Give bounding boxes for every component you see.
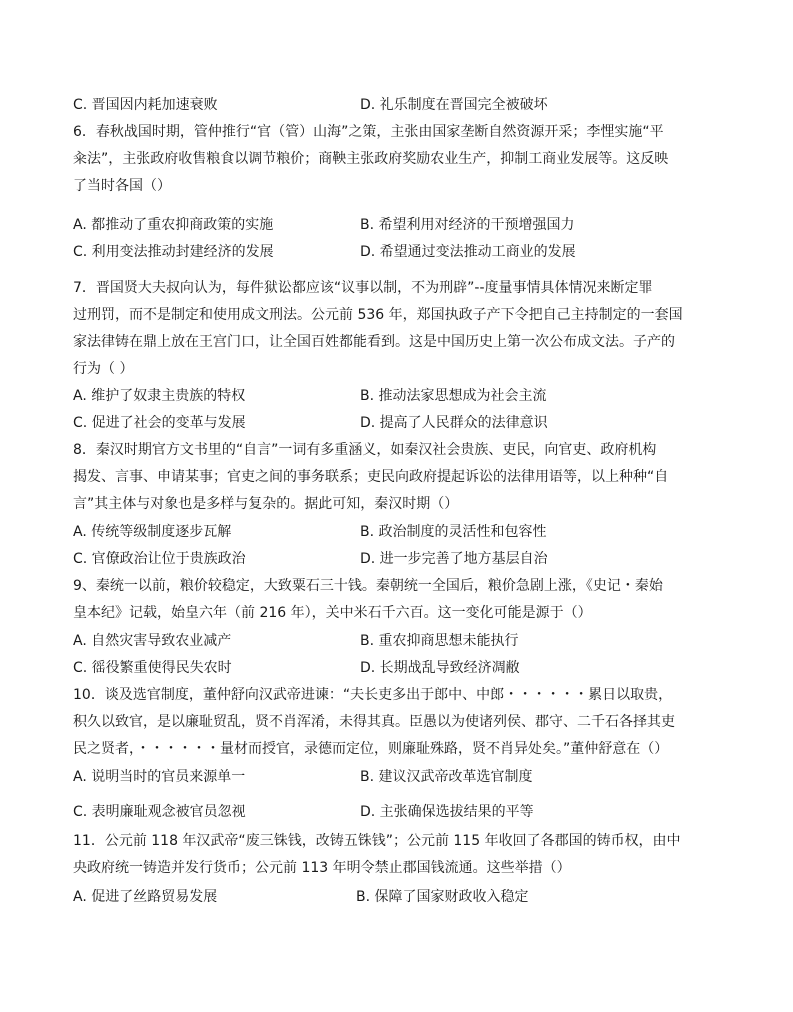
q10-stem-line-3: 民之贤者，・・・・・・量材而授官，录德而定位，则廉耻殊路，贤不肖异处矣。”董仲舒意在（） (73, 741, 669, 757)
q9-option-a: A. 自然灾害导致农业减产 (73, 633, 232, 649)
q7-stem-line-1: 7．晋国贤大夫叔向认为，每件狱讼都应该“议事以制，不为刑辟”--度量事情具体情况来断定罪 (73, 280, 653, 296)
q9-option-b: B. 重农抑商思想未能执行 (360, 633, 519, 649)
q7-stem-line-3: 家法律铸在鼎上放在王宫门口，让全国百姓都能看到。这是中国历史上第一次公布成文法。子产的 (73, 334, 675, 350)
q7-stem-line-4: 行为（ ） (73, 361, 134, 377)
q5-option-c: C. 晋国因内耗加速衰败 (73, 97, 218, 113)
q7-stem-line-2: 过刑罚，而不是制定和使用成文刑法。公元前 536 年，郑国执政子产下令把自己主持制定的一套国 (73, 307, 683, 323)
q8-stem-line-1: 8．秦汉时期官方文书里的“自言”一词有多重涵义，如秦汉社会贵族、吏民，向官吏、政府机构 (73, 442, 657, 458)
q8-option-d: D. 进一步完善了地方基层自治 (360, 551, 548, 567)
q10-option-b: B. 建议汉武帝改革选官制度 (360, 769, 533, 785)
q6-option-b: B. 希望利用对经济的干预增强国力 (360, 217, 575, 233)
q8-stem-line-2: 揭发、言事、申请某事；官吏之间的事务联系；吏民向政府提起诉讼的法律用语等，以上种种“自 (73, 469, 669, 485)
q10-option-d: D. 主张确保选拔结果的平等 (360, 804, 534, 820)
q11-stem-line-1: 11．公元前 118 年汉武帝“废三铢钱，改铸五铢钱”；公元前 115 年收回了各郡国的铸币权，由中 (73, 833, 681, 849)
q6-option-a: A. 都推动了重农抑商政策的实施 (73, 217, 274, 233)
q7-option-c: C. 促进了社会的变革与发展 (73, 415, 246, 431)
q10-option-c: C. 表明廉耻观念被官员忽视 (73, 804, 246, 820)
q7-option-a: A. 维护了奴隶主贵族的特权 (73, 388, 246, 404)
q7-option-d: D. 提高了人民群众的法律意识 (360, 415, 548, 431)
q11-stem-line-2: 央政府统一铸造并发行货币；公元前 113 年明令禁止郡国钱流通。这些举措（） (73, 860, 571, 876)
q6-stem-line-1: 6．春秋战国时期，管仲推行“官（管）山海”之策，主张由国家垄断自然资源开采；李悝实施“平 (73, 124, 664, 140)
q11-option-a: A. 促进了丝路贸易发展 (73, 889, 218, 905)
q10-stem-line-2: 积久以致官，是以廉耻贸乱，贤不肖浑淆，未得其真。臣愚以为使诸列侯、郡守、二千石各择其吏 (73, 714, 675, 730)
q7-option-b: B. 推动法家思想成为社会主流 (360, 388, 547, 404)
q10-option-a: A. 说明当时的官员来源单一 (73, 769, 246, 785)
q8-option-b: B. 政治制度的灵活性和包容性 (360, 524, 547, 540)
q6-stem-line-3: 了当时各国（） (73, 178, 171, 194)
q8-stem-line-3: 言”其主体与对象也是多样与复杂的。据此可知，秦汉时期（） (73, 496, 459, 512)
q9-stem-line-2: 皇本纪》记载，始皇六年（前 216 年），关中米石千六百。这一变化可能是源于（） (73, 605, 592, 621)
q11-option-b: B. 保障了国家财政收入稳定 (356, 889, 529, 905)
q6-option-c: C. 利用变法推动封建经济的发展 (73, 244, 274, 260)
q9-option-c: C. 徭役繁重使得民失农时 (73, 660, 232, 676)
q9-stem-line-1: 9、秦统一以前，粮价较稳定，大致粟石三十钱。秦朝统一全国后，粮价急剧上涨，《史记・秦始 (73, 578, 663, 594)
q8-option-a: A. 传统等级制度逐步瓦解 (73, 524, 232, 540)
q5-option-d: D. 礼乐制度在晋国完全被破坏 (360, 97, 548, 113)
q6-stem-line-2: 籴法”，主张政府收售粮食以调节粮价；商鞅主张政府奖励农业生产，抑制工商业发展等。这反映 (73, 151, 669, 167)
q9-option-d: D. 长期战乱导致经济凋敝 (360, 660, 520, 676)
q6-option-d: D. 希望通过变法推动工商业的发展 (360, 244, 576, 260)
q8-option-c: C. 官僚政治让位于贵族政治 (73, 551, 246, 567)
q10-stem-line-1: 10．谈及选官制度，董仲舒向汉武帝进谏：“夫长吏多出于郎中、中郎・・・・・・累日以取贵， (73, 687, 673, 703)
